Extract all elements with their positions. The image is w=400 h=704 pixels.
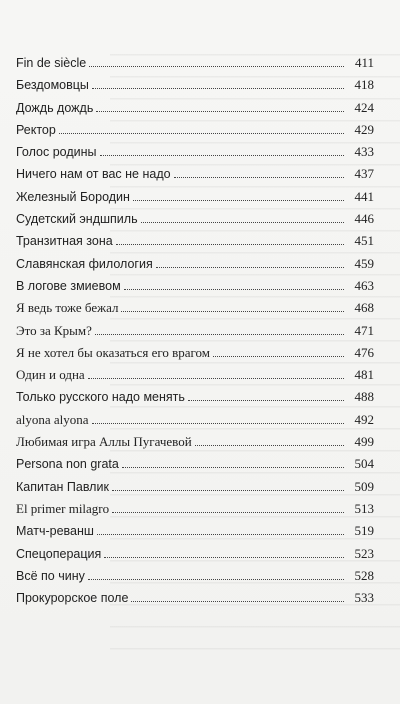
toc-entry xyxy=(16,77,374,99)
toc-entry-page-number: 424 xyxy=(354,99,374,115)
toc-entry-page-number: 488 xyxy=(354,389,374,405)
toc-entry-title: Прокурорское поле xyxy=(16,591,129,606)
toc-entry-title: Голос родины xyxy=(16,145,97,160)
dot-leader xyxy=(121,311,344,312)
toc-entry-page-number: 476 xyxy=(354,344,374,360)
toc-entry xyxy=(16,100,374,122)
dot-leader xyxy=(188,400,344,401)
dot-leader xyxy=(88,378,344,379)
dot-leader xyxy=(112,512,344,513)
toc-entry-title: El primer milagro xyxy=(16,500,110,516)
dot-leader xyxy=(88,579,344,580)
toc-entry-page-number: 528 xyxy=(354,567,374,583)
toc-entry-page-number: 459 xyxy=(354,255,374,271)
toc-entry-title: Спецоперация xyxy=(16,546,102,561)
toc-entry xyxy=(16,479,374,501)
toc-entry xyxy=(16,233,374,255)
toc-entry-title: Это за Крым? xyxy=(16,322,92,338)
toc-entry-page-number: 509 xyxy=(354,478,374,494)
toc-entry-page-number: 513 xyxy=(354,500,374,516)
toc-entry xyxy=(16,523,374,545)
dot-leader xyxy=(124,289,344,290)
toc-entry-title: Только русского надо менять xyxy=(16,390,185,405)
dot-leader xyxy=(174,177,344,178)
toc-entry-title: Ничего нам от вас не надо xyxy=(16,167,171,182)
toc-entry xyxy=(16,412,374,434)
toc-entry-title: alyona alyona xyxy=(16,411,89,427)
toc-entry xyxy=(16,189,374,211)
dot-leader xyxy=(213,356,344,357)
toc-entry-page-number: 481 xyxy=(354,367,374,383)
toc-entry-page-number: 418 xyxy=(354,77,374,93)
toc-entry xyxy=(16,434,374,456)
toc-entry xyxy=(16,122,374,144)
toc-entry-title: Железный Бородин xyxy=(16,189,130,204)
dot-leader xyxy=(133,200,344,201)
dot-leader xyxy=(156,267,344,268)
toc-entry-title: Я не хотел бы оказаться его врагом xyxy=(16,344,211,360)
dot-leader xyxy=(96,111,344,112)
toc-entry-title: Persona non grata xyxy=(16,457,119,472)
toc-entry-page-number: 499 xyxy=(354,434,374,450)
toc-entry-page-number: 468 xyxy=(354,300,374,316)
dot-leader xyxy=(116,244,344,245)
toc-entry-title: Дождь дождь xyxy=(16,100,94,115)
toc-entry-title: Ректор xyxy=(16,122,56,137)
toc-entry xyxy=(16,211,374,233)
toc-entry-page-number: 441 xyxy=(354,188,374,204)
toc-entry-title: Матч-реванш xyxy=(16,524,94,539)
toc-entry xyxy=(16,278,374,300)
toc-entry xyxy=(16,166,374,188)
toc-entry-title: Бездомовцы xyxy=(16,78,89,93)
toc-entry xyxy=(16,256,374,278)
dot-leader xyxy=(92,423,344,424)
dot-leader xyxy=(195,445,344,446)
toc-entry-page-number: 523 xyxy=(354,545,374,561)
toc-entry xyxy=(16,501,374,523)
toc-entry-page-number: 437 xyxy=(354,166,374,182)
toc-entry-title: Капитан Павлик xyxy=(16,479,109,494)
dot-leader xyxy=(59,133,344,134)
toc-entry-title: Транзитная зона xyxy=(16,234,113,249)
toc-entry-title: Один и одна xyxy=(16,367,85,383)
toc-entry-page-number: 446 xyxy=(354,211,374,227)
toc-entry-page-number: 492 xyxy=(354,411,374,427)
toc-entry-page-number: 504 xyxy=(354,456,374,472)
toc-entry-page-number: 451 xyxy=(354,233,374,249)
dot-leader xyxy=(97,534,344,535)
dot-leader xyxy=(95,334,344,335)
toc-entry xyxy=(16,55,374,77)
toc-entry-page-number: 429 xyxy=(354,121,374,137)
toc-entry-title: Я ведь тоже бежал xyxy=(16,300,119,316)
toc-entry-page-number: 411 xyxy=(354,55,374,70)
toc-entry-title: В логове змиевом xyxy=(16,278,121,293)
toc-entry-page-number: 533 xyxy=(354,590,374,606)
toc-entry-title: Любимая игра Аллы Пугачевой xyxy=(16,434,192,450)
toc-entry xyxy=(16,389,374,411)
dot-leader xyxy=(92,88,344,89)
toc-entry xyxy=(16,144,374,166)
toc-entry-page-number: 463 xyxy=(354,277,374,293)
toc-entry xyxy=(16,367,374,389)
toc-entry xyxy=(16,590,374,612)
toc-entry-title: Fin de siècle xyxy=(16,56,87,70)
toc-entry xyxy=(16,568,374,590)
toc-entry-title: Судетский эндшпиль xyxy=(16,212,138,227)
toc-entry xyxy=(16,456,374,478)
dot-leader xyxy=(104,557,344,558)
toc-entry xyxy=(16,300,374,322)
dot-leader xyxy=(141,222,344,223)
dot-leader xyxy=(122,467,344,468)
dot-leader xyxy=(89,66,344,67)
toc-entry xyxy=(16,546,374,568)
toc-entry xyxy=(16,345,374,367)
toc-entry xyxy=(16,323,374,345)
toc-entry-page-number: 433 xyxy=(354,144,374,160)
dot-leader xyxy=(112,490,344,491)
toc-entry-page-number: 471 xyxy=(354,322,374,338)
table-of-contents xyxy=(16,55,374,612)
dot-leader xyxy=(131,601,344,602)
toc-entry-title: Славянская филология xyxy=(16,256,153,271)
dot-leader xyxy=(100,155,344,156)
toc-entry-page-number: 519 xyxy=(354,523,374,539)
toc-entry-title: Всё по чину xyxy=(16,568,85,583)
